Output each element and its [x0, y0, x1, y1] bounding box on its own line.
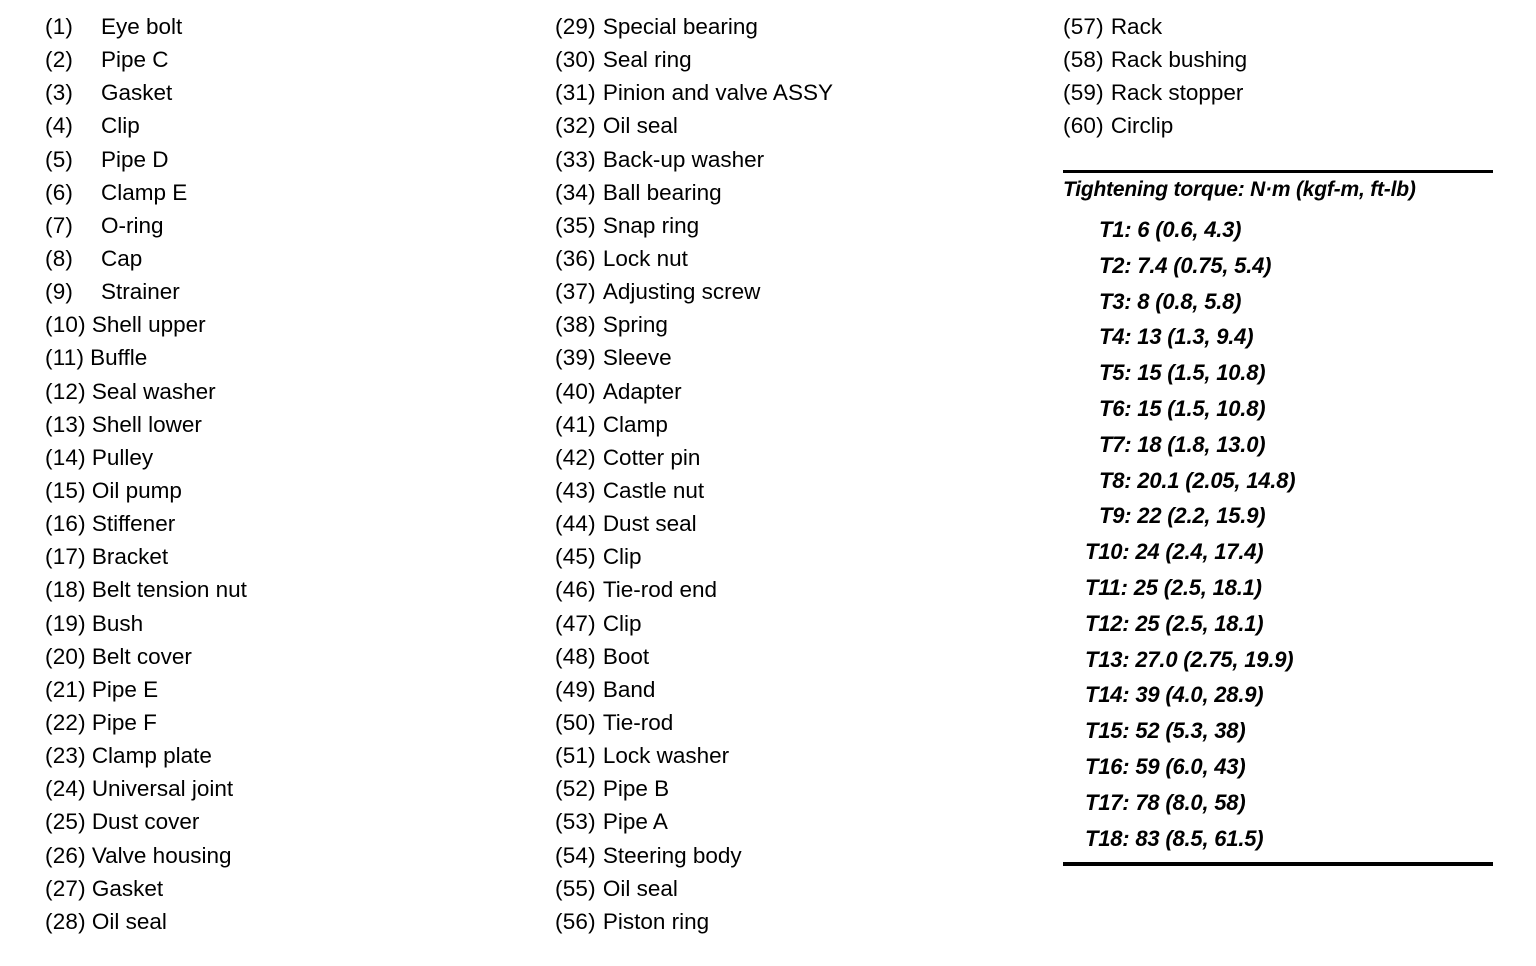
torque-value: T9: 22 (2.2, 15.9): [1099, 503, 1266, 529]
part-row: [1063, 76, 1503, 109]
part-number: (1): [45, 14, 74, 39]
part-number: (48): [555, 643, 596, 669]
part-number: (33): [555, 146, 596, 172]
torque-value: T7: 18 (1.8, 13.0): [1099, 431, 1266, 457]
part-number: (36): [555, 245, 596, 271]
torque-table-bottom-rule: [1063, 862, 1493, 866]
part-row: [555, 76, 1025, 109]
part-number: (19): [45, 610, 86, 636]
part-row: [45, 10, 515, 43]
part-number: (45): [555, 544, 596, 570]
part-name: Belt tension nut: [91, 577, 247, 603]
part-name: Steering body: [602, 842, 742, 868]
part-row: [555, 143, 1025, 176]
part-name: Pipe D: [101, 146, 169, 172]
part-name: Cotter pin: [602, 444, 701, 470]
part-row: [45, 507, 515, 540]
part-row: [555, 109, 1025, 142]
torque-table-top-rule: [1063, 170, 1493, 173]
part-number: (44): [555, 511, 596, 537]
part-row: [555, 275, 1025, 308]
part-row: [45, 474, 515, 507]
torque-value: T6: 15 (1.5, 10.8): [1099, 395, 1266, 421]
part-name: Pipe C: [101, 47, 169, 73]
part-name: Pulley: [91, 444, 154, 470]
torque-value: T18: 83 (8.5, 61.5): [1085, 825, 1264, 851]
part-name: Tie-rod: [602, 709, 674, 735]
part-number: (11): [45, 345, 85, 371]
part-number: (41): [555, 411, 596, 437]
part-number: (47): [555, 610, 596, 636]
part-name: Special bearing: [602, 14, 758, 39]
torque-value: T3: 8 (0.8, 5.8): [1099, 288, 1242, 314]
part-name: Belt cover: [91, 643, 192, 669]
part-number: (6): [45, 179, 74, 205]
part-number: (21): [45, 676, 86, 702]
part-row: [45, 76, 515, 109]
part-number: (5): [45, 146, 74, 172]
part-row: [555, 408, 1025, 441]
part-row: [45, 640, 515, 673]
part-name: Band: [602, 676, 656, 702]
part-number: (3): [45, 80, 74, 106]
part-number: (51): [555, 743, 596, 769]
part-name: Stiffener: [91, 511, 176, 537]
part-number: (9): [45, 279, 74, 305]
part-name: Lock washer: [602, 743, 730, 769]
part-row: [555, 640, 1025, 673]
part-number: (40): [555, 378, 596, 404]
part-number: (30): [555, 47, 596, 73]
part-number: (55): [555, 875, 596, 901]
part-row: [45, 872, 515, 905]
part-name: Tie-rod end: [602, 577, 718, 603]
part-name: Clip: [602, 610, 642, 636]
part-name: Spring: [602, 312, 668, 338]
part-name: Universal joint: [91, 776, 234, 802]
part-number: (4): [45, 113, 74, 139]
part-row: [555, 10, 1025, 43]
part-name: Clip: [101, 113, 140, 139]
part-number: (43): [555, 477, 596, 503]
torque-value: T14: 39 (4.0, 28.9): [1085, 682, 1264, 708]
part-name: Ball bearing: [602, 179, 722, 205]
part-number: (59): [1063, 80, 1104, 106]
torque-value: T10: 24 (2.4, 17.4): [1085, 539, 1264, 565]
part-number: (54): [555, 842, 596, 868]
part-number: (14): [45, 444, 86, 470]
part-row: [45, 573, 515, 606]
part-name: Piston ring: [602, 908, 710, 934]
part-name: Pipe F: [91, 709, 157, 735]
part-name: Gasket: [101, 80, 173, 106]
part-name: Strainer: [101, 279, 180, 305]
part-row: [555, 706, 1025, 739]
part-name: Oil seal: [602, 113, 678, 139]
part-number: (49): [555, 676, 596, 702]
part-row: [555, 209, 1025, 242]
part-row: [555, 341, 1025, 374]
part-name: Castle nut: [602, 477, 705, 503]
part-row: [45, 43, 515, 76]
part-row: [555, 573, 1025, 606]
part-row: [45, 308, 515, 341]
torque-value: T4: 13 (1.3, 9.4): [1099, 324, 1254, 350]
part-number: (25): [45, 809, 86, 835]
torque-list: [1063, 212, 1493, 856]
part-row: [555, 872, 1025, 905]
torque-value: T17: 78 (8.0, 58): [1085, 789, 1246, 815]
part-row: [45, 275, 515, 308]
part-number: (16): [45, 511, 86, 537]
parts-column-2: [555, 10, 1025, 938]
part-name: Clip: [602, 544, 642, 570]
part-row: [555, 772, 1025, 805]
part-name: Pipe B: [602, 776, 670, 802]
part-name: Rack stopper: [1110, 80, 1244, 106]
part-row: [555, 43, 1025, 76]
part-row: [555, 673, 1025, 706]
part-number: (24): [45, 776, 86, 802]
part-number: (26): [45, 842, 86, 868]
part-name: Oil seal: [91, 908, 167, 934]
part-name: Seal washer: [91, 378, 216, 404]
part-name: Boot: [602, 643, 650, 669]
part-name: Oil seal: [602, 875, 678, 901]
part-name: Dust cover: [91, 809, 200, 835]
part-name: Adjusting screw: [602, 279, 761, 305]
part-row: [555, 375, 1025, 408]
part-row: [45, 905, 515, 938]
part-row: [555, 507, 1025, 540]
part-number: (22): [45, 709, 86, 735]
part-number: (7): [45, 212, 74, 238]
torque-value: T11: 25 (2.5, 18.1): [1085, 574, 1262, 600]
part-row: [45, 441, 515, 474]
part-name: Eye bolt: [101, 14, 183, 39]
part-number: (46): [555, 577, 596, 603]
part-number: (12): [45, 378, 86, 404]
part-number: (28): [45, 908, 86, 934]
part-row: [555, 474, 1025, 507]
part-number: (37): [555, 279, 596, 305]
part-name: Bush: [91, 610, 144, 636]
part-row: [45, 772, 515, 805]
part-number: (57): [1063, 14, 1104, 39]
part-row: [45, 176, 515, 209]
part-row: [45, 805, 515, 838]
part-row: [1063, 43, 1503, 76]
part-row: [555, 805, 1025, 838]
part-row: [45, 109, 515, 142]
part-row: [555, 607, 1025, 640]
part-name: Sleeve: [602, 345, 672, 371]
torque-value: T1: 6 (0.6, 4.3): [1099, 217, 1242, 242]
part-number: (20): [45, 643, 86, 669]
part-number: (31): [555, 80, 596, 106]
parts-column-3: [1063, 10, 1503, 143]
part-number: (29): [555, 14, 596, 39]
part-number: (50): [555, 709, 596, 735]
part-name: Oil pump: [91, 477, 182, 503]
part-row: [555, 905, 1025, 938]
parts-column-1: [45, 10, 515, 938]
part-row: [1063, 10, 1503, 43]
part-name: Dust seal: [602, 511, 697, 537]
part-row: [555, 739, 1025, 772]
part-name: Bracket: [91, 544, 169, 570]
part-number: (58): [1063, 47, 1104, 73]
part-name: Clamp: [602, 411, 668, 437]
part-number: (2): [45, 47, 74, 73]
part-row: [45, 375, 515, 408]
part-row: [45, 607, 515, 640]
part-row: [555, 242, 1025, 275]
part-row: [45, 540, 515, 573]
torque-value: T5: 15 (1.5, 10.8): [1099, 360, 1266, 386]
part-name: Adapter: [602, 378, 682, 404]
torque-value: T2: 7.4 (0.75, 5.4): [1099, 252, 1272, 278]
part-row: [555, 176, 1025, 209]
part-row: [45, 242, 515, 275]
part-name: Buffle: [90, 345, 148, 371]
part-number: (52): [555, 776, 596, 802]
torque-value: T15: 52 (5.3, 38): [1085, 718, 1246, 744]
part-number: (53): [555, 809, 596, 835]
part-row: [45, 143, 515, 176]
part-name: Rack: [1110, 14, 1163, 39]
part-name: Seal ring: [602, 47, 692, 73]
part-name: Clamp plate: [91, 743, 212, 769]
part-name: Lock nut: [602, 245, 688, 271]
torque-heading: Tightening torque: N·m (kgf-m, ft-lb): [1063, 178, 1416, 201]
part-number: (32): [555, 113, 596, 139]
part-row: [45, 706, 515, 739]
part-row: [45, 839, 515, 872]
part-number: (38): [555, 312, 596, 338]
part-number: (18): [45, 577, 86, 603]
part-row: [45, 739, 515, 772]
part-number: (10): [45, 312, 86, 338]
part-number: (23): [45, 743, 86, 769]
part-name: Cap: [101, 245, 143, 271]
part-name: Pipe E: [91, 676, 159, 702]
part-name: Gasket: [91, 875, 164, 901]
part-name: Back-up washer: [602, 146, 765, 172]
part-number: (15): [45, 477, 86, 503]
torque-value: T12: 25 (2.5, 18.1): [1085, 610, 1264, 636]
part-name: O-ring: [101, 212, 164, 238]
part-name: Pinion and valve ASSY: [602, 80, 833, 106]
part-number: (42): [555, 444, 596, 470]
part-number: (34): [555, 179, 596, 205]
part-number: (27): [45, 875, 86, 901]
part-number: (17): [45, 544, 86, 570]
part-number: (8): [45, 245, 74, 271]
part-number: (35): [555, 212, 596, 238]
torque-value: T13: 27.0 (2.75, 19.9): [1085, 646, 1294, 672]
part-row: [555, 441, 1025, 474]
part-row: [555, 308, 1025, 341]
part-number: (56): [555, 908, 596, 934]
part-row: [555, 540, 1025, 573]
part-name: Snap ring: [602, 212, 700, 238]
part-row: [45, 341, 515, 374]
part-name: Valve housing: [91, 842, 232, 868]
part-row: [45, 408, 515, 441]
part-row: [1063, 109, 1503, 142]
part-name: Shell lower: [91, 411, 202, 437]
part-row: [555, 839, 1025, 872]
part-name: Circlip: [1110, 113, 1174, 139]
torque-value: T16: 59 (6.0, 43): [1085, 753, 1246, 779]
part-row: [45, 673, 515, 706]
part-number: (13): [45, 411, 86, 437]
torque-value: T8: 20.1 (2.05, 14.8): [1099, 467, 1296, 493]
part-name: Shell upper: [91, 312, 206, 338]
part-number: (60): [1063, 113, 1104, 139]
part-name: Clamp E: [101, 179, 188, 205]
part-name: Rack bushing: [1110, 47, 1248, 73]
part-name: Pipe A: [602, 809, 668, 835]
part-row: [45, 209, 515, 242]
part-number: (39): [555, 345, 596, 371]
